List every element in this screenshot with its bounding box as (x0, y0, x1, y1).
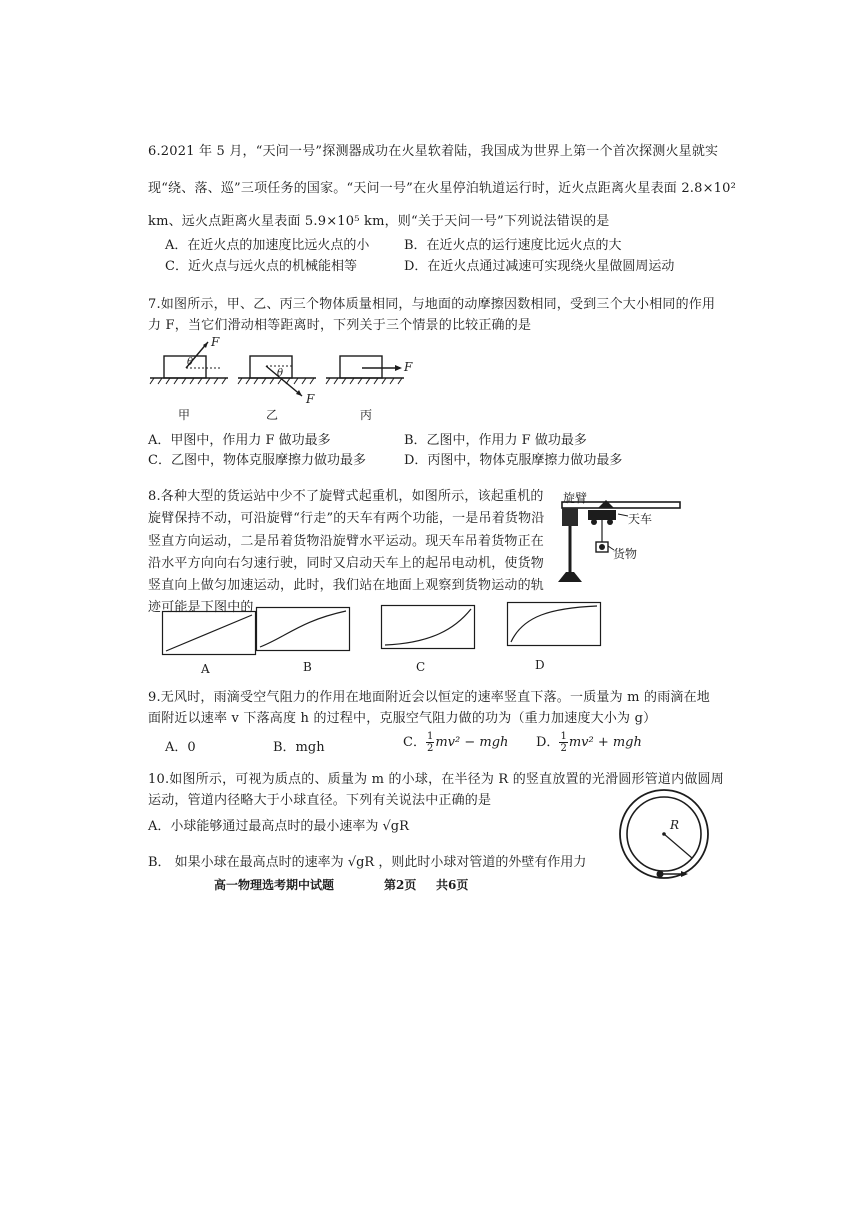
q7-jia-force-label: F (211, 335, 220, 349)
q8-graph-b (256, 607, 350, 651)
q6-stem-line1: 6.2021 年 5 月，“天问一号”探测器成功在火星软着陆，我国成为世界上第一个首次探测火星就实 (148, 144, 719, 159)
q8-graph-a (162, 611, 256, 655)
q7-option-b: B．乙图中，作用力 F 做功最多 (404, 433, 587, 448)
q9-option-c-fraction (426, 731, 434, 754)
q7-stem-line1: 7.如图所示，甲、乙、丙三个物体质量相同，与地面的动摩擦因数相同，受到三个大小相同的作用 (148, 297, 716, 312)
q6-option-a: A．在近火点的加速度比远火点的小 (165, 238, 370, 253)
q9-option-b: B．mgh (273, 740, 325, 755)
q6-stem-line2: 现“绕、落、巡”三项任务的国家。“天问一号”在火星停泊轨道运行时，近火点距离火星表面 2.8×10² (148, 181, 737, 196)
q9-option-c (403, 731, 508, 754)
q9-option-c-numerator: 1 (426, 731, 434, 742)
q7-option-a: A．甲图中，作用力 F 做功最多 (148, 433, 331, 448)
q9-stem-line1: 9.无风时，雨滴受空气阻力的作用在地面附近会以恒定的速率竖直下落。一质量为 m 的雨滴在地 (148, 690, 710, 705)
q7-option-d: D．丙图中，物体克服摩擦力做功最多 (404, 453, 623, 468)
footer-page-number: 第2页 (384, 878, 417, 892)
q6-option-b: B．在近火点的运行速度比远火点的大 (404, 238, 622, 253)
q7-figure-jia (150, 336, 240, 396)
q9-option-d-numerator: 1 (560, 731, 567, 742)
q10-radius-label: R (670, 818, 680, 832)
q8-graph-c (381, 605, 475, 649)
q8-stem-line1: 8.各种大型的货运站中少不了旋臂式起重机，如图所示，该起重机的 (148, 489, 544, 504)
q9-option-c-denominator: 2 (426, 743, 434, 754)
q8-stem-line5: 竖直向上做匀加速运动，此时，我们站在地面上观察到货物运动的轨 (148, 578, 545, 593)
q9-option-d-expression: mv² + mgh (568, 735, 642, 750)
q8-stem-line3: 竖直方向运动，二是吊着货物沿旋臂水平运动。现天车吊着货物正在 (148, 534, 545, 549)
q10-option-a: A．小球能够通过最高点时的最小速率为 √gR (148, 819, 409, 834)
q6-option-c: C．近火点与远火点的机械能相等 (165, 259, 357, 274)
q10-stem-line1: 10.如图所示，可视为质点的、质量为 m 的小球，在半径为 R 的竖直放置的光滑圆形管道内做圆周 (148, 772, 724, 787)
q8-label-cargo: 货物 (613, 547, 638, 561)
q10-stem-line2: 运动，管道内径略大于小球直径。下列有关说法中正确的是 (148, 793, 492, 808)
footer-total-pages: 共6页 (436, 878, 469, 892)
q7-caption-bing: 丙 (360, 408, 373, 422)
q7-yi-angle-label: θ (277, 368, 284, 379)
q8-graph-label-a: A (201, 662, 210, 676)
q9-option-d-fraction (559, 731, 567, 754)
q9-stem-line2: 面附近以速率 v 下落高度 h 的过程中，克服空气阻力做的功为（重力加速度大小为 g） (148, 711, 657, 726)
q8-graph-label-d: D (535, 658, 545, 672)
q9-option-d-prefix: D． (536, 735, 560, 750)
q9-option-c-expression: mv² − mgh (435, 735, 509, 750)
q6-stem-line3: km、远火点距离火星表面 5.9×10⁵ km，则“关于天问一号”下列说法错误的是 (148, 214, 610, 229)
q9-option-c-prefix: C． (403, 735, 426, 750)
q8-graph-label-b: B (303, 660, 312, 674)
q9-option-d (536, 731, 642, 754)
q8-stem-line2: 旋臂保持不动，可沿旋臂“行走”的天车有两个功能，一是吊着货物沿 (148, 511, 545, 526)
q10-pipe-figure (612, 788, 716, 880)
q8-graph-d (507, 602, 601, 646)
q8-stem-line4: 沿水平方向向右匀速行驶，同时又启动天车上的起吊电动机，使货物 (148, 556, 545, 571)
q8-label-boom: 旋臂 (563, 491, 588, 505)
q8-label-trolley: 天车 (628, 512, 653, 526)
q7-caption-yi: 乙 (266, 408, 279, 422)
footer-title: 高一物理选考期中试题 (214, 878, 335, 892)
q6-option-d: D．在近火点通过减速可实现绕火星做圆周运动 (404, 259, 675, 274)
q10-option-b: B． 如果小球在最高点时的速率为 √gR ，则此时小球对管道的外壁有作用力 (148, 855, 587, 870)
q7-caption-jia: 甲 (178, 408, 191, 422)
q8-stem-line6: 迹可能是下图中的 (148, 600, 254, 615)
q7-jia-angle-label: θ (187, 357, 194, 368)
q7-bing-force-label: F (404, 360, 413, 374)
q7-yi-force-label: F (306, 392, 315, 406)
q7-stem-line2: 力 F，当它们滑动相等距离时，下列关于三个情景的比较正确的是 (148, 318, 532, 333)
q8-graph-label-c: C (416, 660, 426, 674)
q7-option-c: C．乙图中，物体克服摩擦力做功最多 (148, 453, 366, 468)
q9-option-a: A．0 (165, 740, 196, 755)
q9-option-d-denominator: 2 (560, 743, 567, 754)
